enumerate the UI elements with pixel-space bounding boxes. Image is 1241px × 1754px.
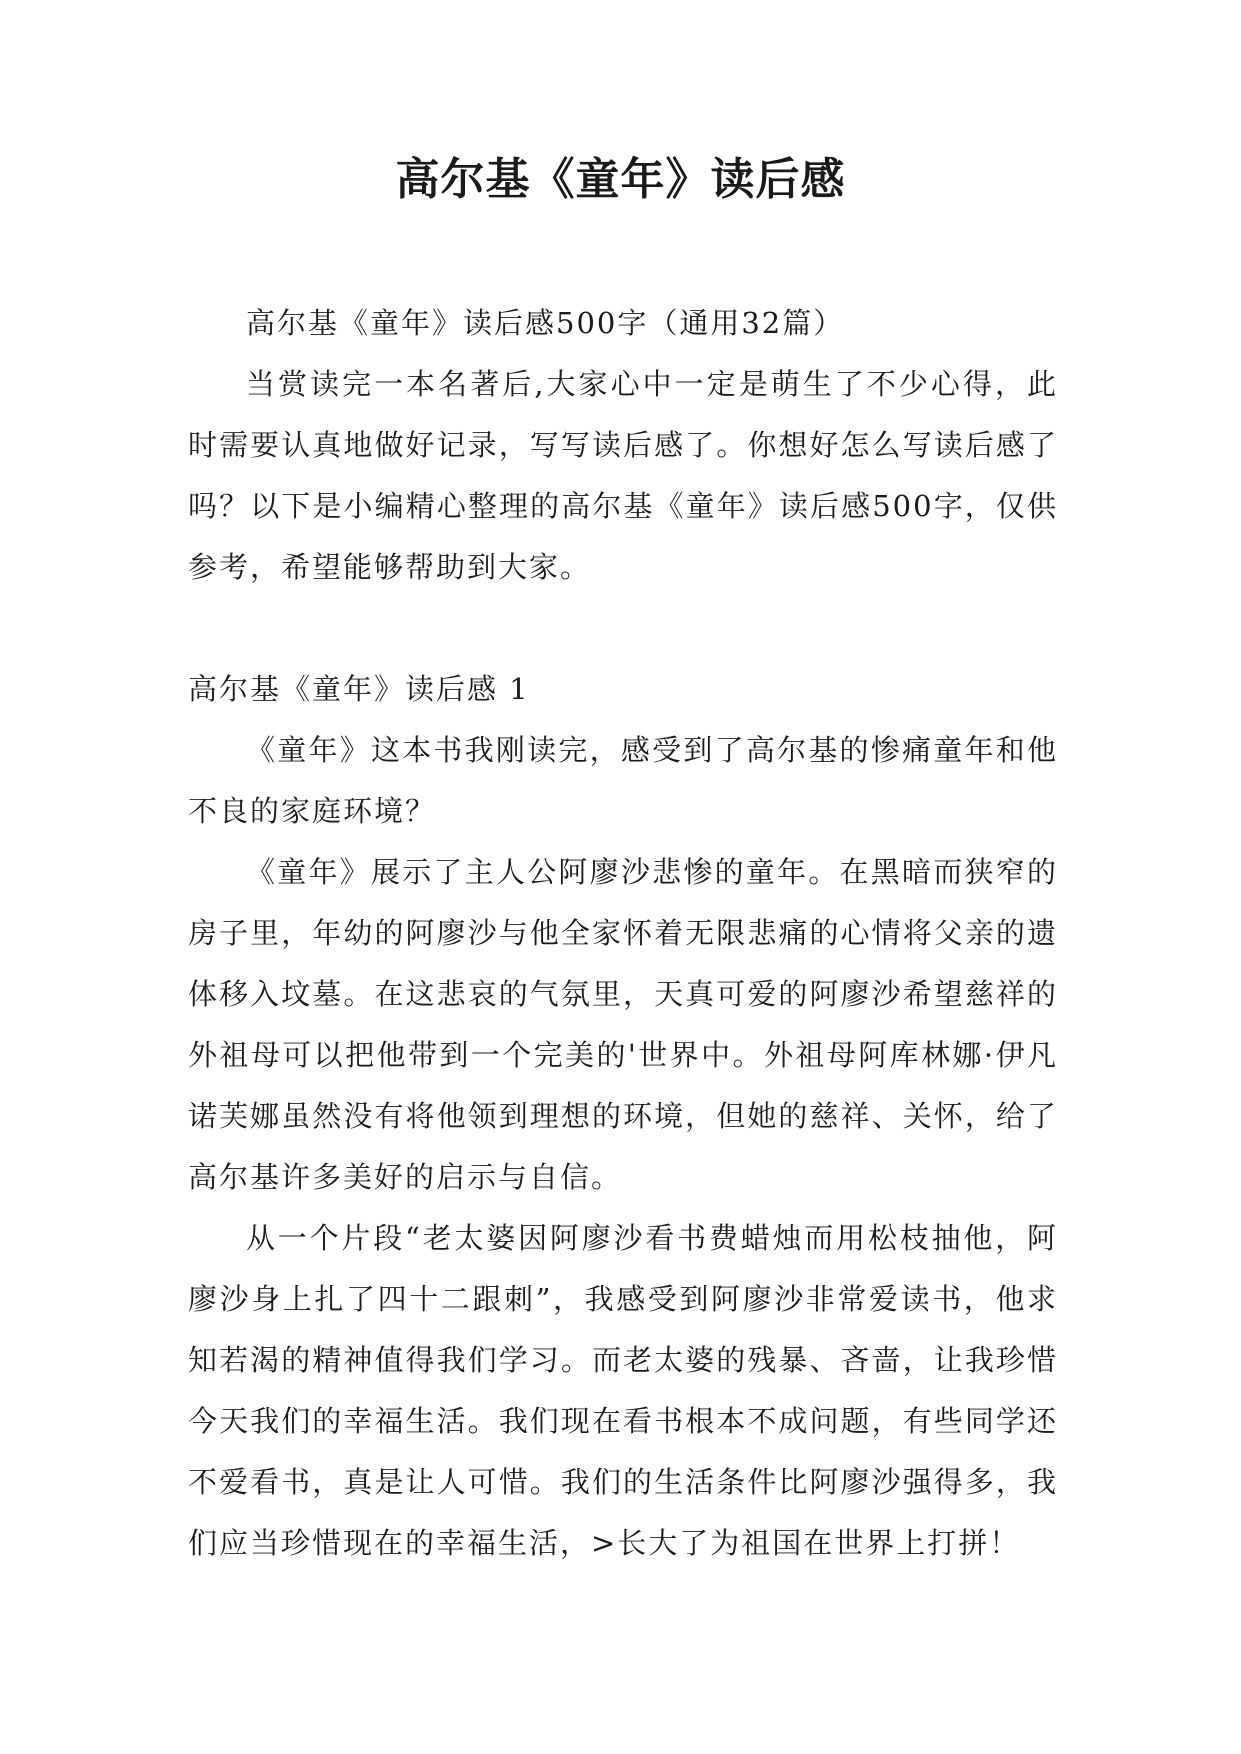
body-paragraph: 《童年》展示了主人公阿廖沙悲惨的童年。在黑暗而狭窄的房子里，年幼的阿廖沙与他全家怀着无限悲痛的心情将父亲的遗体移入坟墓。在这悲哀的气氛里，天真可爱的阿廖沙希望慈祥的外祖母可以把他带到一个完美的'世界中。外祖母阿库林娜·伊凡诺芙娜虽然没有将他领到理想的环境，但她的慈祥、关怀，给了高尔基许多美好的启示与自信。 (188, 855, 1058, 1194)
intro-paragraph: 当赏读完一本名著后,大家心中一定是萌生了不少心得，此时需要认真地做好记录，写写读后感了。你想好怎么写读后感了吗？以下是小编精心整理的高尔基《童年》读后感500字，仅供参考，希望能够帮助到大家。 (188, 367, 1058, 584)
page-title: 高尔基《童年》读后感 (395, 154, 846, 205)
paragraph-spacer (188, 598, 1058, 659)
body-paragraph: 《童年》这本书我刚读完，感受到了高尔基的惨痛童年和他不良的家庭环境？ (188, 733, 1058, 828)
body-paragraph: 从一个片段“老太婆因阿廖沙看书费蜡烛而用松枝抽他，阿廖沙身上扎了四十二跟刺”，我感受到阿廖沙非常爱读书，他求知若渴的精神值得我们学习。而老太婆的残暴、吝啬，让我珍惜今天我们的幸福生活。我们现在看书根本不成问题，有些同学还不爱看书，真是让人可惜。我们的生活条件比阿廖沙强得多，我们应当珍惜现在的幸福生活，>长大了为祖国在世界上打拼！ (188, 1221, 1058, 1560)
section-heading: 高尔基《童年》读后感 1 (188, 672, 530, 706)
document-body (188, 293, 1058, 1574)
subtitle: 高尔基《童年》读后感500字（通用32篇） (246, 306, 845, 340)
